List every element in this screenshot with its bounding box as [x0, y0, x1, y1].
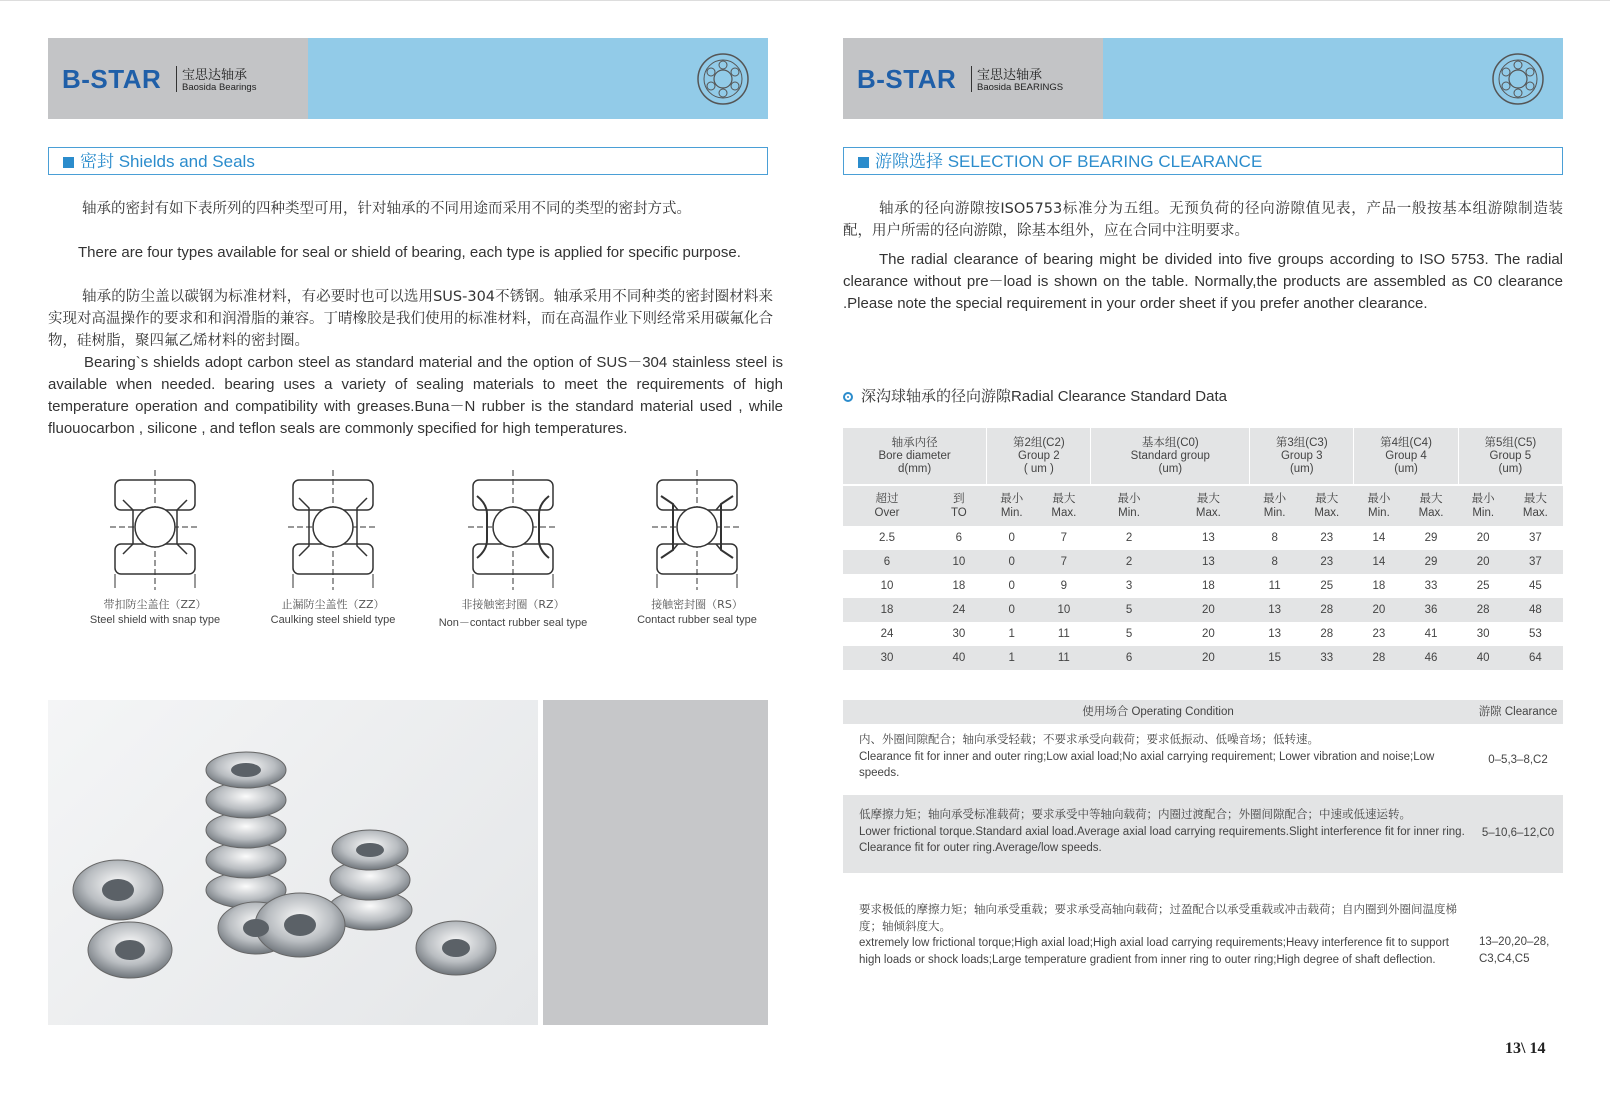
table-cell: 7	[1060, 532, 1068, 544]
table-cell: 8	[1250, 550, 1300, 574]
table-body	[843, 526, 1563, 670]
material-cn: 轴承的防尘盖以碳钢为标准材料，有必要时也可以选用SUS-304不锈钢。轴承采用不同种类的密封圈材料来实现对高温操作的要求和和润滑脂的兼容。丁晴橡胶是我们使用的标准材料，而在高温作业下则经常采用碳氟化合物，硅树脂，聚四氟乙烯材料的密封圈。	[48, 289, 773, 349]
table-cell: 10	[1037, 598, 1091, 622]
table-cell: 48	[1508, 598, 1562, 622]
subheader-cell: 最大 Max.	[1300, 485, 1354, 526]
subheader-cell: 最大 Max.	[1167, 485, 1250, 526]
table-cell: 0	[1008, 532, 1015, 544]
bearing-section-icon	[283, 470, 383, 590]
table-cell: 0	[1008, 580, 1015, 592]
table-cell: 6	[955, 532, 963, 544]
subheader-cell: 最大 Max.	[1404, 485, 1458, 526]
table-cell: 25	[1476, 580, 1490, 592]
table-cell: 11	[1037, 646, 1091, 670]
subheader-cell: 最大 Max.	[1037, 485, 1091, 526]
table-row	[843, 598, 1563, 622]
table-cell: 23	[1372, 628, 1386, 640]
table-cell: 20	[1476, 532, 1490, 544]
clearance-intro-en: The radial clearance of bearing might be divided into five groups according to ISO 5753. The radial clearance without pre－load is shown on the table. Normally,the products are assembled as C0 clearance .Please note the special requirement in your order sheet if you prefer another clearance.	[843, 251, 1563, 312]
table-cell: 9	[1060, 580, 1068, 592]
flanged-bearings-photo	[48, 700, 538, 1025]
table-cell: 40	[1458, 646, 1508, 670]
bearing-section-icon	[647, 470, 747, 590]
table-cell: 11	[1268, 580, 1281, 592]
table-subhead: 深沟球轴承的径向游隙Radial Clearance Standard Data	[843, 385, 1227, 406]
subheader-cell: 到 TO	[931, 485, 987, 526]
subheader-cell: 最小 Min.	[1354, 485, 1404, 526]
table-cell: 18	[1372, 580, 1386, 592]
table-cell: 1	[987, 646, 1037, 670]
seal-diagram-rz: 非接触密封圈（RZ） Non－contact rubber seal type	[428, 470, 598, 630]
material-en: Bearing`s shields adopt carbon steel as standard material and the option of SUS－304 stainless steel is available when needed. bearing uses a variety of sealing materials to meet the requirements of high temperature operation and compatibility with greases.Buna－N rubber is the standard material used , while fluouocarbon , silicone , and teflon seals are commonly specified for high temperatures.	[48, 354, 783, 437]
table-cell: 2.5	[879, 532, 895, 544]
square-bullet-icon	[63, 157, 74, 168]
right-page	[805, 0, 1610, 1100]
brand-en: Baosida Bearings	[182, 82, 257, 93]
table-subheader-row	[843, 485, 1563, 526]
table-cell: 5	[1091, 598, 1167, 622]
header-banner	[843, 38, 1563, 119]
table-cell: 36	[1404, 598, 1458, 622]
bearing-icon	[1491, 52, 1545, 106]
table-cell: 2	[1091, 550, 1167, 574]
table-cell: 28	[1320, 628, 1334, 640]
intro-cn: 轴承的密封有如下表所列的四种类型可用，针对轴承的不同用途而采用不同的类型的密封方式。	[82, 201, 691, 217]
table-cell: 15	[1250, 646, 1300, 670]
table-cell: 28	[1300, 598, 1354, 622]
table-cell: 23	[1300, 550, 1354, 574]
table-cell: 28	[1354, 646, 1404, 670]
table-cell: 18	[952, 580, 966, 592]
table-cell: 6	[1091, 646, 1167, 670]
table-cell: 24	[880, 628, 894, 640]
bearing-section-icon	[463, 470, 563, 590]
seal-diagram-rs: 接触密封圈（RS） Contact rubber seal type	[612, 470, 782, 626]
table-cell: 45	[1528, 580, 1542, 592]
table-row	[843, 646, 1563, 670]
circle-bullet-icon	[843, 392, 853, 402]
col-group-c4: 第4组(C4) Group 4 (um)	[1354, 428, 1458, 485]
brand-cn: 宝思达轴承	[977, 68, 1043, 83]
col-group-c3: 第3组(C3) Group 3 (um)	[1250, 428, 1354, 485]
photo-side-panel	[543, 700, 768, 1025]
brand-en: Baosida BEARINGS	[977, 82, 1064, 93]
section-title: 游隙选择 SELECTION OF BEARING CLEARANCE	[843, 147, 1563, 175]
col-group-c5: 第5组(C5) Group 5 (um)	[1458, 428, 1562, 485]
table-row	[843, 622, 1563, 646]
page-number: 13\ 14	[1505, 1040, 1546, 1057]
table-cell: 20	[1167, 598, 1250, 622]
table-cell: 37	[1528, 532, 1542, 544]
table-cell: 7	[1037, 550, 1091, 574]
table-cell: 18	[843, 598, 931, 622]
table-cell: 13	[1250, 598, 1300, 622]
intro-en: There are four types available for seal or shield of bearing, each type is applied for specific purpose.	[78, 244, 741, 261]
table-row	[843, 526, 1563, 550]
brand-logo: B-STAR	[62, 64, 162, 94]
table-cell: 64	[1508, 646, 1562, 670]
condition-row-3: 要求极低的摩擦力矩；轴向承受重载；要求承受高轴向载荷；过盈配合以承受重载或冲击载荷；自内圈到外圈间温度梯度；轴倾斜度大。 extremely low frictional torque;High axial load;High axial load carrying requirements;Heavy interference fit to support high loads or shock loads;Large temperature gradient from inner ring to outer ring;High degree of shaft deflection. 13–20,20–28, C3,C4,C5	[859, 904, 1550, 966]
table-cell: 53	[1528, 628, 1542, 640]
table-row	[843, 550, 1563, 574]
table-cell: 29	[1404, 550, 1458, 574]
table-cell: 30	[952, 628, 966, 640]
table-cell: 20	[1167, 646, 1250, 670]
table-cell: 20	[1458, 550, 1508, 574]
col-group-c0: 基本组(C0) Standard group (um)	[1091, 428, 1250, 485]
table-cell: 13	[1268, 628, 1282, 640]
table-cell: 13	[1201, 532, 1215, 544]
table-cell: 0	[987, 598, 1037, 622]
table-cell: 24	[931, 598, 987, 622]
table-cell: 3	[1125, 580, 1133, 592]
subheader-cell: 最小 Min.	[987, 485, 1037, 526]
condition-header: 使用场合 Operating Condition 游隙 Clearance	[843, 700, 1563, 724]
table-cell: 20	[1354, 598, 1404, 622]
table-cell: 37	[1508, 550, 1562, 574]
bearing-section-icon	[105, 470, 205, 590]
table-cell: 11	[1057, 628, 1070, 640]
col-group-bore: 轴承内径 Bore diameter d(mm)	[843, 428, 987, 485]
table-cell: 2	[1125, 532, 1133, 544]
table-cell: 1	[1008, 628, 1015, 640]
table-cell: 13	[1167, 550, 1250, 574]
table-cell: 25	[1320, 580, 1334, 592]
table-cell: 0	[987, 550, 1037, 574]
brand-logo: B-STAR	[857, 64, 957, 94]
table-cell: 18	[1201, 580, 1215, 592]
table-cell: 33	[1424, 580, 1438, 592]
col-group-c2: 第2组(C2) Group 2 ( um )	[987, 428, 1091, 485]
table-cell: 10	[880, 580, 894, 592]
table-cell: 14	[1354, 550, 1404, 574]
table-cell: 28	[1458, 598, 1508, 622]
header-banner	[48, 38, 768, 119]
product-photo	[48, 700, 538, 1025]
table-cell: 5	[1125, 628, 1133, 640]
subheader-cell: 超过 Over	[843, 485, 931, 526]
table-cell: 33	[1300, 646, 1354, 670]
table-cell: 30	[1476, 628, 1490, 640]
section-title: 密封 Shields and Seals	[48, 147, 768, 175]
table-cell: 23	[1320, 532, 1334, 544]
seal-diagram-zz-snap: 带扣防尘盖住（ZZ） Steel shield with snap type	[70, 470, 240, 626]
clearance-table	[843, 428, 1563, 670]
condition-row-1: 内、外圈间隙配合；轴向承受轻载；不要求承受向载荷；要求低振动、低噪音场；低转速。 Clearance fit for inner and outer ring;Low axial load;No axial carrying requirement; Lower vibration and noise;Low speeds. 0–5,3–8,C2	[859, 734, 1548, 779]
table-row	[843, 574, 1563, 598]
table-cell: 40	[931, 646, 987, 670]
table-cell: 20	[1201, 628, 1215, 640]
square-bullet-icon	[858, 157, 869, 168]
table-cell: 6	[843, 550, 931, 574]
table-cell: 29	[1424, 532, 1438, 544]
table-cell: 10	[931, 550, 987, 574]
clearance-intro-cn: 轴承的径向游隙按ISO5753标准分为五组。无预负荷的径向游隙值见表，产品一般按基本组游隙制造装配，用户所需的径向游隙，除基本组外，应在合同中注明要求。	[843, 201, 1563, 239]
bearing-icon	[696, 52, 750, 106]
subheader-cell: 最小 Min.	[1250, 485, 1300, 526]
subheader-cell: 最小 Min.	[1458, 485, 1508, 526]
seal-diagram-zz-caulking: 止漏防尘盖性（ZZ） Caulking steel shield type	[248, 470, 418, 626]
subheader-cell: 最大 Max.	[1508, 485, 1562, 526]
table-cell: 30	[843, 646, 931, 670]
brand-cn: 宝思达轴承	[182, 68, 248, 83]
table-cell: 46	[1404, 646, 1458, 670]
table-cell: 14	[1372, 532, 1386, 544]
condition-row-2: 低摩擦力矩；轴向承受标准载荷；要求承受中等轴向载荷；内圈过渡配合；外圈间隙配合；中速或低速运转。 Lower frictional torque.Standard axial load.Average axial load carrying requirements.Slight interference fit for inner ring. Clearance fit for outer ring.Average/low speeds. 5–10,6–12,C0	[843, 795, 1563, 873]
table-cell: 8	[1271, 532, 1278, 544]
subheader-cell: 最小 Min.	[1091, 485, 1167, 526]
table-cell: 41	[1424, 628, 1438, 640]
